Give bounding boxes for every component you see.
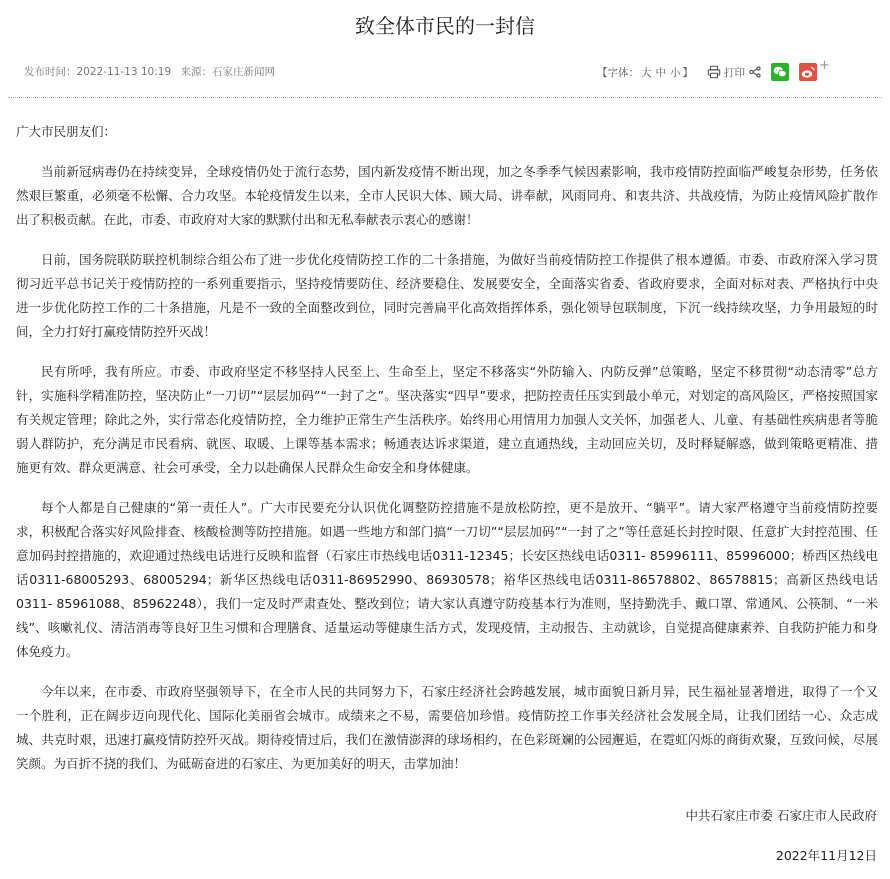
more-share-button[interactable]: + [819, 57, 830, 73]
letter-paragraph: 今年以来，在市委、市政府坚强领导下，在全市人民的共同努力下，石家庄经济社会跨越发展，城市面貌日新月异，民生福祉显著增进，取得了一个又一个胜利，正在阔步迈向现代化、国际化美丽省会城市。成绩来之不易，需要倍加珍惜。疫情防控工作事关经济社会发展全局，让我们团结一心、众志成城、共克时艰，迅速打赢疫情防控歼灭战。期待疫情过后，我们在激情澎湃的球场相约，在色彩斑斓的公园邂逅，在霓虹闪烁的商街欢聚，互致问候，尽展笑颜。为百折不挠的我们、为砥砺奋进的石家庄、为更加美好的明天，击掌加油！ [16, 684, 878, 771]
print-icon [707, 65, 721, 79]
letter-paragraph: 日前，国务院联防联控机制综合组公布了进一步优化疫情防控工作的二十条措施，为做好当前疫情防控工作提供了根本遵循。市委、市政府深入学习贯彻习近平总书记关于疫情防控的一系列重要指示，坚持疫情要防住、经济要稳住、发展要安全，全面落实省委、省政府要求，全面对标对表、严格执行中央进一步优化防控工作的二十条措施，凡是不一致的全面整改到位，同时完善扁平化高效指挥体系，强化领导包联制度，下沉一线持续攻坚，力争用最短的时间，全力打好打赢疫情防控歼灭战！ [16, 252, 878, 339]
print-label: 打印 [724, 66, 745, 79]
letter-date: 2022年11月12日 [775, 848, 877, 863]
publish-label: 发布时间： [24, 66, 77, 78]
letter-paragraph: 每个人都是自己健康的“第一责任人”。广大市民要充分认识优化调整防控措施不是放松防控，更不是放开、“躺平”。请大家严格遵守当前疫情防控要求，积极配合落实好风险排查、核酸检测等防控措施。如遇一些地方和部门搞“一刀切”“层层加码”“一封了之”等任意延长封控时限、任意扩大封控范围、任意加码封控措施的，欢迎通过热线电话进行反映和监督（石家庄市热线电话0311-12345；长安区热线电话0311- 85996111、85996000；桥西区热线电话0311-68005293、68005294；新华区热线电话0311-86952990、86930578；裕华区热线电话0311-86578802、86578815；高新区热线电话0311- 85961088、85962248），我们一定及时严肃查处、整改到位；请大家认真遵守防疫基本行为准则，坚持勤洗手、戴口罩、常通风、公筷制、“一米线”、咳嗽礼仪、清洁消毒等良好卫生习惯和合理膳食、适量运动等健康生活方式，发现疫情，主动报告、主动就诊，自觉提高健康素养、自我防护能力和身体免疫力。 [16, 500, 878, 659]
letter-signature: 中共石家庄市委 石家庄市人民政府 [685, 808, 877, 823]
wechat-icon[interactable] [771, 63, 789, 81]
page-title: 致全体市民的一封信 [355, 14, 535, 38]
font-size-small-button[interactable]: 小 [670, 66, 681, 79]
letter-greeting: 广大市民朋友们： [16, 124, 117, 139]
font-size-label: 【字体： [597, 66, 639, 79]
font-size-medium-button[interactable]: 中 [655, 66, 666, 79]
source-label: 来源： [180, 66, 212, 78]
letter-paragraph: 当前新冠病毒仍在持续变异，全球疫情仍处于流行态势，国内新发疫情不断出现，加之冬季季气候因素影响，我市疫情防控面临严峻复杂形势，任务依然艰巨繁重，必须毫不松懈、合力攻坚。本轮疫情发生以来，全市人民识大体、顾大局、讲奉献，风雨同舟、和衷共济、共战疫情，为防止疫情风险扩散作出了积极贡献。在此，市委、市政府对大家的默默付出和无私奉献表示衷心的感谢！ [16, 164, 878, 227]
article-meta-bar [0, 57, 890, 84]
print-button[interactable] [707, 65, 745, 80]
header-divider [8, 97, 882, 98]
share-icon[interactable] [749, 66, 761, 78]
source-info [180, 66, 275, 78]
article-meta [24, 64, 281, 79]
letter-paragraph: 民有所呼，我有所应。市委、市政府坚定不移坚持人民至上、生命至上，坚定不移落实“外防输入、内防反弹”总策略，坚定不移贯彻“动态清零”总方针，实施科学精准防控，坚决防止“一刀切”“层层加码”“一封了之”。坚决落实“四早”要求，把防控责任压实到最小单元，对划定的高风险区，严格按照国家有关规定管理；除此之外，实行常态化疫情防控，全力维护正常生产生活秩序。始终用心用情用力加强人文关怀，加强老人、儿童、有基础性疾病患者等脆弱人群防护，充分满足市民看病、就医、取暖、上课等基本需求；畅通表达诉求渠道，建立直通热线，主动回应关切，及时释疑解惑，做到策略更精准、措施更有效、群众更满意、社会可承受，全力以赴确保人民群众生命安全和身体健康。 [16, 364, 878, 475]
weibo-icon[interactable] [799, 63, 817, 81]
font-size-bracket-close: 】 [682, 66, 693, 79]
publish-time: 2022-11-13 10:19 [76, 66, 172, 78]
publish-info [24, 66, 171, 78]
source-name: 石家庄新闻网 [211, 66, 275, 78]
letter-body [16, 120, 878, 792]
article-toolbar [597, 57, 830, 84]
font-size-large-button[interactable]: 大 [641, 66, 652, 79]
font-size-control [597, 65, 693, 80]
